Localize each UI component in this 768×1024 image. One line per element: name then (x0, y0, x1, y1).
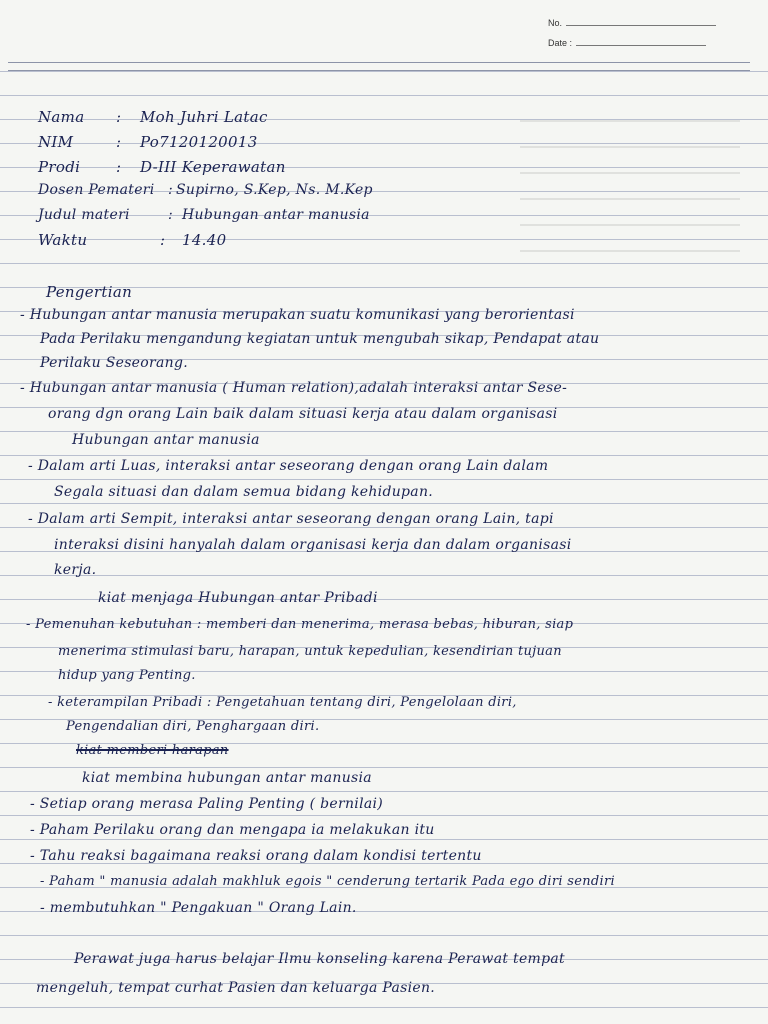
header-divider-2 (8, 70, 750, 71)
date-label: Date : (548, 38, 573, 48)
info-label: Judul materi (38, 207, 130, 223)
text-line: - Hubungan antar manusia merupakan suatu komunikasi yang berorientasi (20, 307, 575, 323)
info-row (38, 207, 370, 223)
info-sep: : (168, 207, 174, 223)
info-sep: : (160, 231, 166, 249)
text-line: mengeluh, tempat curhat Pasien dan keluarga Pasien. (36, 980, 436, 996)
text-line: - Dalam arti Sempit, interaksi antar seseorang dengan orang Lain, tapi (28, 511, 554, 527)
info-row (38, 158, 286, 176)
info-label: Waktu (38, 231, 88, 249)
text-line: - Dalam arti Luas, interaksi antar seseorang dengan orang Lain dalam (28, 458, 549, 474)
text-line: - Paham Perilaku orang dan mengapa ia melakukan itu (30, 822, 435, 838)
subheading: kiat membina hubungan antar manusia (82, 770, 372, 786)
number-field (548, 18, 716, 28)
text-line: orang dgn orang Lain baik dalam situasi kerja atau dalam organisasi (48, 406, 558, 422)
info-label: NIM (38, 133, 74, 151)
info-label: Dosen Pemateri (38, 182, 155, 198)
text-line: interaksi disini hanyalah dalam organisasi kerja dan dalam organisasi (54, 537, 572, 553)
text-line: - Setiap orang merasa Paling Penting ( bernilai) (30, 796, 384, 812)
info-row (38, 231, 226, 249)
page-top-margin (0, 0, 768, 70)
section-heading: Pengertian (46, 283, 133, 301)
text-line: Pada Perilaku mengandung kegiatan untuk mengubah sikap, Pendapat atau (40, 331, 600, 347)
text-line: Segala situasi dan dalam semua bidang kehidupan. (54, 484, 434, 500)
info-value: Moh Juhri Latac (140, 108, 268, 126)
crossed-out-line: kiat memberi harapan (76, 743, 229, 758)
bleed-through-writing (520, 96, 740, 266)
text-line: - Paham " manusia adalah makhluk egois " cenderung tertarik Pada ego diri sendiri (40, 874, 615, 889)
info-value: 14.40 (182, 231, 227, 249)
text-line: Hubungan antar manusia (72, 432, 260, 448)
subheading: kiat menjaga Hubungan antar Pribadi (98, 590, 378, 606)
info-sep: : (168, 182, 174, 198)
info-sep: : (116, 108, 122, 126)
info-label: Nama (38, 108, 85, 126)
header-divider (8, 62, 750, 63)
date-field (548, 38, 706, 48)
text-line: - Hubungan antar manusia ( Human relation),adalah interaksi antar Sese- (20, 380, 568, 396)
info-row (38, 133, 258, 151)
text-line: kerja. (54, 562, 97, 578)
info-value: Supirno, S.Kep, Ns. M.Kep (176, 182, 373, 198)
text-line: Perilaku Seseorang. (40, 355, 188, 371)
text-line: - Tahu reaksi bagaimana reaksi orang dalam kondisi tertentu (30, 848, 482, 864)
info-sep: : (116, 158, 122, 176)
text-line: - keterampilan Pribadi : Pengetahuan tentang diri, Pengelolaan diri, (48, 695, 517, 710)
number-label: No. (548, 18, 563, 28)
text-line: hidup yang Penting. (58, 668, 196, 683)
info-sep: : (116, 133, 122, 151)
info-value: D-III Keperawatan (140, 158, 286, 176)
text-line: Pengendalian diri, Penghargaan diri. (66, 719, 320, 734)
info-row (38, 108, 268, 126)
text-line: - Pemenuhan kebutuhan : memberi dan menerima, merasa bebas, hiburan, siap (26, 617, 574, 632)
text-line: menerima stimulasi baru, harapan, untuk kepedulian, kesendirian tujuan (58, 644, 562, 659)
info-label: Prodi (38, 158, 81, 176)
text-line: Perawat juga harus belajar Ilmu konseling karena Perawat tempat (74, 951, 565, 967)
info-value: Hubungan antar manusia (182, 207, 370, 223)
info-row (38, 182, 373, 198)
text-line: - membutuhkan " Pengakuan " Orang Lain. (40, 900, 357, 916)
info-value: Po7120120013 (140, 133, 258, 151)
